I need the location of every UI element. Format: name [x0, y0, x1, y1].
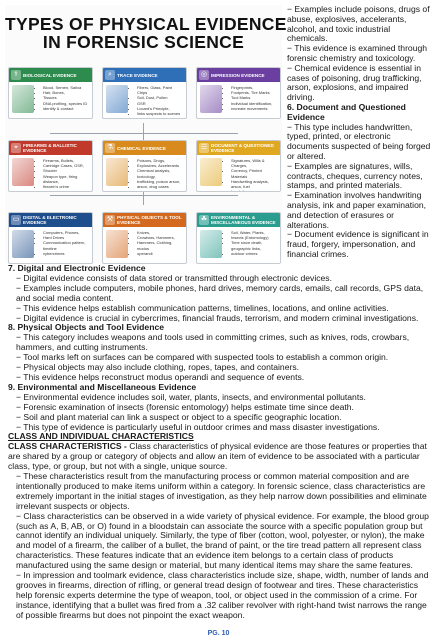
evidence-card-item: • GSR: [137, 101, 183, 106]
evidence-card-item: • Poisons, Drugs,: [137, 158, 183, 163]
evidence-card-item: • Crowbars, Hammers,: [137, 235, 183, 240]
definition-term: CLASS CHARACTERISTICS -: [8, 441, 130, 452]
bullet-point: − Digital evidence consists of data stored or transmitted through electronic devices.: [16, 272, 332, 283]
bullet-point: − Examples include computers, mobile phones, hard drives, memory cards, emails, call records, GPS data, and social media content.: [16, 282, 424, 303]
evidence-card-item: • Communication pattern, timeline: [43, 240, 89, 250]
evidence-card-title: PHYSICAL OBJECTS & TOOL EVIDENCE: [117, 215, 182, 225]
evidence-card-item: • Fibers, Glass, Paint Chips: [137, 85, 183, 95]
evidence-card-list: [225, 85, 272, 113]
section-heading: 8. Physical Objects and Tool Evidence: [8, 322, 165, 333]
definition-paragraph: CLASS CHARACTERISTICS - Class characteristics of physical evidence are those features or properties that are shared by a group or category of objects and allow an item of evidence to be associated with a particular class, type, or group, but not with a single, unique source.: [8, 441, 427, 472]
evidence-card-illustration: [106, 158, 128, 186]
bullet-point: − Chemical evidence is essential in cases of poisoning, drug trafficking, arson, explosions, and impaired driving.: [287, 62, 422, 103]
evidence-card: [102, 67, 187, 119]
evidence-card-item: • Cartridge Cases, GSR,: [43, 163, 89, 168]
bullet-point: − Class characteristics can be observed in a wide variety of physical evidence. For example, the blood group (such as A, B, AB, or O) found in a bloodstain can associate the source with a specific population group but cannot identify an individual uniquely. Similarly, the type of fiber (cotton, wool, polyester, or nylon), the make and model of a firearm, the caliber of a bullet, the brand of paint, or the tire tread pattern all represent class characteristics. These features indicate that an evidence item belongs to a certain class of products manufactured using the same design or material, but many identical items may share the same features.: [16, 510, 429, 571]
evidence-card-item: • Currency, Printed Materials: [231, 168, 277, 178]
evidence-card-illustration: [200, 85, 222, 113]
evidence-card-header: [9, 68, 92, 82]
magnifier-icon: ⌕: [105, 70, 115, 80]
bullet-point: − Document evidence is significant in fraud, forgery, impersonation, and financial crimes.: [287, 229, 429, 259]
evidence-card-header: [9, 141, 92, 155]
evidence-card-item: • Computers, Phones,: [43, 230, 89, 235]
evidence-card-list: [37, 85, 87, 113]
evidence-card-item: • Hard Drives: [43, 235, 89, 240]
evidence-card-item: • operandi: [137, 251, 183, 256]
connector-line: [50, 195, 238, 196]
infographic-title: [5, 14, 287, 52]
body-text: [8, 264, 432, 621]
evidence-card-header: [9, 213, 92, 227]
evidence-card-illustration: [12, 85, 34, 113]
evidence-card-item: • Shooter: [43, 168, 89, 173]
evidence-card-header: [197, 68, 280, 82]
bullet-point: − Tool marks left on surfaces can be compared with suspected tools to establish a common origin.: [16, 352, 389, 363]
evidence-card: [102, 140, 187, 192]
bullet-point: − This evidence is examined through forensic chemistry and toxicology.: [287, 43, 428, 63]
evidence-card-title: DIGITAL & ELECTRONIC EVIDENCE: [23, 215, 77, 225]
evidence-card-illustration: [12, 158, 34, 186]
evidence-card-illustration: [200, 230, 222, 258]
bullet-point: − This evidence helps establish communication patterns, timelines, locations, and online activities.: [16, 302, 389, 313]
evidence-card-item: • Footprints, Tire Marks: [231, 90, 272, 95]
evidence-card-title: FIREARMS & BALLISTIC EVIDENCE: [23, 143, 77, 153]
bullet-point: − Examples include poisons, drugs of abuse, explosives, accelerants, alcohol, and toxic industrial chemicals.: [287, 4, 430, 44]
bullet-point: − This type of evidence is particularly useful in outdoor crimes and mass disaster investigations.: [16, 421, 380, 432]
evidence-card: [8, 67, 93, 119]
evidence-card-item: • fraud, forgery: [231, 189, 277, 192]
dna-icon: ⚕: [11, 70, 21, 80]
wrench-icon: ⚒: [106, 216, 114, 223]
evidence-card: [8, 140, 93, 192]
evidence-card-header: [103, 213, 186, 227]
evidence-card-item: • Hammers, Clothing, modus: [137, 240, 183, 250]
bullet-point: − Physical objects may also include clothing, ropes, tapes, and containers.: [16, 362, 300, 373]
bullet-point: − These characteristics result from the manufacturing process or common material composition and are intentionally produced to make items uniform within a category. In forensic science, class characteristics are extremely important in the initial stages of investigation, as they help narrow down possibilities and eliminate irrelevant suspects or objects.: [16, 471, 427, 511]
section-heading: 9. Environmental and Miscellaneous Evidence: [8, 381, 197, 392]
evidence-card-item: • Individual identification,: [231, 101, 272, 106]
evidence-card: [196, 212, 281, 264]
evidence-card-item: • Insects (Entomology): [231, 235, 277, 240]
evidence-card-title: CHEMICAL EVIDENCE: [117, 145, 166, 151]
evidence-card-title: BIOLOGICAL EVIDENCE: [23, 72, 77, 78]
evidence-card-item: • Time since death, geographic links,: [231, 240, 277, 250]
evidence-card-item: • recreate movements: [231, 106, 272, 111]
bullet-point: − Examination involves handwriting analysis, ink and paper examination, and detection of erasures or alterations.: [287, 190, 427, 230]
evidence-card-item: • Tool Marks: [231, 95, 272, 100]
evidence-card-item: • Locard's Principle,: [137, 106, 183, 111]
evidence-card-item: • outdoor crimes: [231, 251, 277, 256]
evidence-card: [196, 140, 281, 192]
evidence-card-list: [131, 85, 183, 116]
evidence-card-item: • Knives,: [137, 230, 183, 235]
evidence-card-item: • identify & contact: [43, 106, 87, 111]
evidence-card-header: [103, 68, 186, 82]
evidence-card-header: [197, 213, 280, 227]
evidence-card-list: [225, 230, 277, 258]
bullet-point: − Environmental evidence includes soil, water, plants, insects, and environmental pollutants.: [16, 391, 366, 402]
evidence-card-item: • Weapon type, firing distance,: [43, 174, 89, 184]
bullet-point: − Examples are signatures, wills, contracts, cheques, currency notes, stamps, and printed materials.: [287, 160, 423, 191]
evidence-card-item: • Signatures, Wills & Charges,: [231, 158, 277, 168]
evidence-card: [196, 67, 281, 119]
evidence-card-item: • arson, drug cases: [137, 184, 183, 189]
evidence-card-header: [197, 141, 280, 155]
evidence-card-item: • Tissues: [43, 95, 87, 100]
evidence-card-item: • DNA profiling, species ID: [43, 101, 87, 106]
evidence-card-item: • Handwriting analysis, arson, fuel: [231, 179, 277, 189]
evidence-card-title: DOCUMENT & QUESTIONED EVIDENCE: [211, 143, 274, 153]
evidence-card-list: [37, 158, 89, 189]
evidence-card-list: [37, 230, 89, 258]
evidence-card-list: [131, 158, 183, 189]
evidence-card-title: TRACE EVIDENCE: [117, 72, 158, 78]
target-icon: ⌖: [11, 143, 21, 153]
flask-icon: ⚗: [106, 144, 114, 151]
infographic-title-line2: IN FORENSIC SCIENCE: [42, 32, 245, 52]
section-heading: 6. Document and Questioned Evidence: [287, 101, 406, 122]
bullet-point: − Forensic examination of insects (forensic entomology) helps estimate time since death.: [16, 401, 354, 412]
evidence-card-illustration: [12, 230, 34, 258]
section-heading: CLASS AND INDIVIDUAL CHARACTERISTICS: [8, 431, 194, 442]
leaf-icon: ☘: [200, 216, 208, 223]
evidence-card-item: • links suspects to scenes: [137, 111, 183, 116]
evidence-card-header: [103, 141, 186, 155]
evidence-card-item: • Hair, Bones,: [43, 90, 87, 95]
evidence-card-item: • Soil, Water, Plants,: [231, 230, 277, 235]
evidence-card-illustration: [200, 158, 222, 186]
evidence-card-item: • Firearms, Bullets,: [43, 158, 89, 163]
evidence-card: [102, 212, 187, 264]
evidence-card-item: • firearm's crime: [43, 184, 89, 189]
fingerprint-icon: ◎: [200, 71, 208, 78]
infographic: [5, 5, 287, 263]
bullet-point: − This category includes weapons and tools used in committing crimes, such as knives, rods, crowbars, hammers, and cutting instruments.: [16, 332, 410, 353]
right-column-text: [287, 5, 433, 260]
bullet-point: − Digital evidence is crucial in cybercrimes, financial frauds, terrorism, and modern criminal investigations.: [16, 312, 419, 323]
evidence-card-item: • Blood, Semen, Saliva: [43, 85, 87, 90]
evidence-card: [8, 212, 93, 264]
bullet-point: − This type includes handwritten, typed, printed, or electronic documents suspected of being forged or altered.: [287, 121, 431, 161]
document-icon: ☰: [200, 144, 208, 151]
evidence-card-illustration: [106, 85, 128, 113]
evidence-card-item: • trafficking, poison arson,: [137, 179, 183, 184]
evidence-card-item: • Fingerprints,: [231, 85, 272, 90]
laptop-icon: ▭: [12, 216, 20, 223]
evidence-card-item: • Soil, Dust, Pollen: [137, 95, 183, 100]
evidence-card-list: [131, 230, 183, 258]
evidence-card-item: • Explosives, Accelerants: [137, 163, 183, 168]
page-number: PG. 10: [207, 630, 230, 637]
evidence-card-list: [225, 158, 277, 192]
evidence-card-title: IMPRESSION EVIDENCE: [211, 72, 265, 78]
bullet-point: − Soil and plant material can link a suspect or object to a specific geographic location.: [16, 411, 342, 422]
evidence-card-illustration: [106, 230, 128, 258]
evidence-card-item: • cybercrimes: [43, 251, 89, 256]
evidence-card-item: • Chemical analysis, toxicology,: [137, 168, 183, 178]
evidence-card-title: ENVIRONMENTAL & MISCELLANEOUS EVIDENCE: [211, 215, 276, 225]
infographic-title-line1: TYPES OF PHYSICAL EVIDENCE: [5, 14, 287, 34]
bullet-point: − In impression and toolmark evidence, class characteristics include size, shape, width, number of lands and grooves in firearms, direction of rifling, or general tread design of footwear and tires. These characteristics help forensic experts determine the type of weapon, tool, or object used in the commission of a crime. For instance, identifying that a bullet was fired from a .32 caliber revolver with right-hand twist narrows the range of possible firearms but does not pinpoint the exact weapon.: [16, 570, 429, 620]
connector-line: [50, 133, 238, 134]
section-heading: 7. Digital and Electronic Evidence: [8, 263, 146, 273]
bullet-point: − This evidence helps reconstruct modus operandi and sequence of events.: [16, 371, 305, 382]
